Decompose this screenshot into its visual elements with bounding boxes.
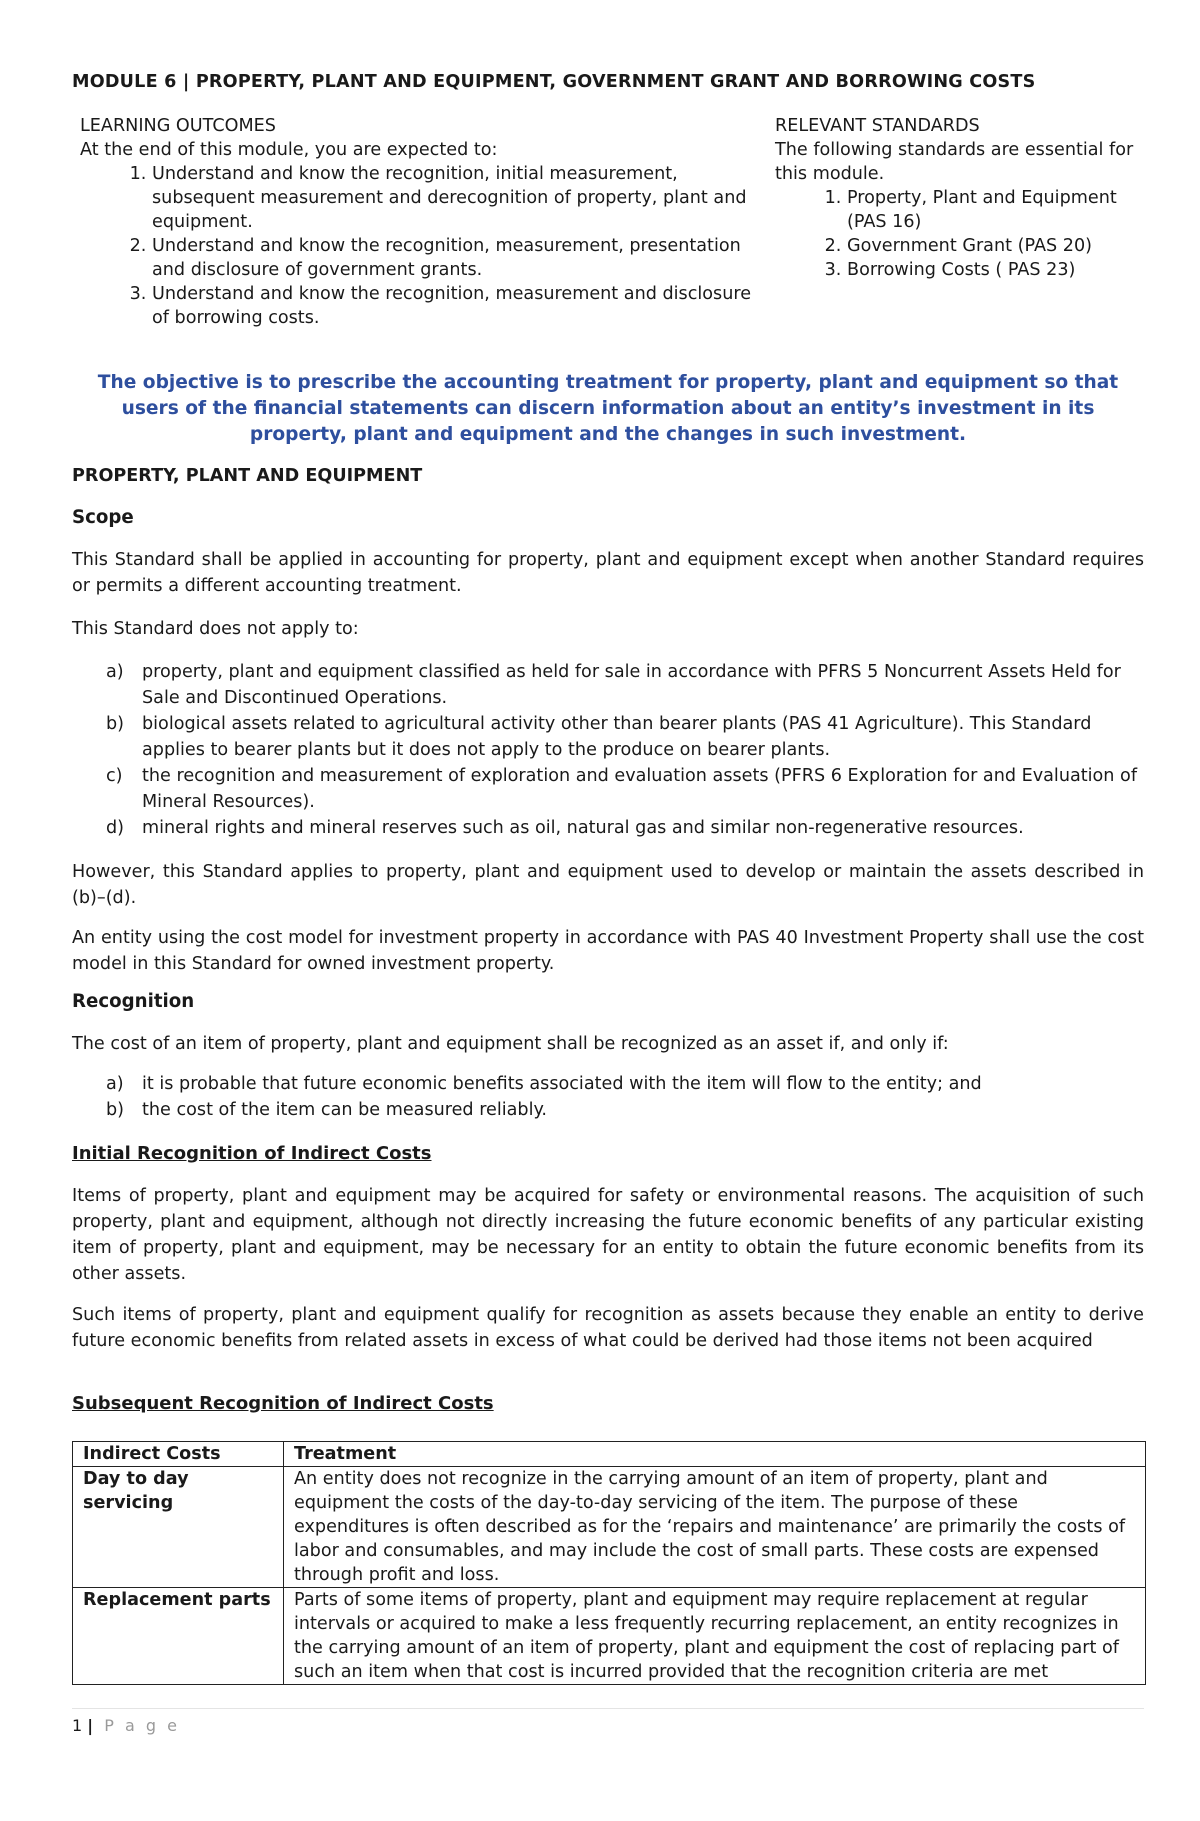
learning-outcomes-intro: At the end of this module, you are expected to: xyxy=(80,140,498,160)
standard-item: 1. Property, Plant and Equipment (PAS 16) xyxy=(847,186,1135,234)
initial-indirect-paragraph-2: Such items of property, plant and equipment qualify for recognition as assets because they enable an entity to derive future economic benefits from related assets in excess of what could be derived had those items not been acquired xyxy=(72,1305,1144,1351)
scope-paragraph-2: This Standard does not apply to: xyxy=(72,619,359,639)
page-footer xyxy=(72,1716,180,1735)
column-header: Treatment xyxy=(284,1442,1146,1467)
module-title: MODULE 6 | PROPERTY, PLANT AND EQUIPMENT, GOVERNMENT GRANT AND BORROWING COSTS xyxy=(72,72,1036,92)
scope-paragraph-3: However, this Standard applies to property, plant and equipment used to develop or maintain the assets described in (b)–(d). xyxy=(72,862,1144,908)
scope-exclusions-list xyxy=(72,659,1144,841)
outcome-item: 1. Understand and know the recognition, initial measurement, subsequent measurement and derecognition of property, plant and equipment. xyxy=(152,162,760,234)
recognition-criteria-list xyxy=(72,1071,1144,1123)
item-label: b) xyxy=(106,1100,125,1120)
table-row xyxy=(73,1588,1146,1685)
item-text: mineral rights and mineral reserves such as oil, natural gas and similar non-regenerative resources. xyxy=(142,818,1024,838)
footer-separator: | xyxy=(87,1716,94,1735)
scope-exclusion-item xyxy=(72,763,1144,815)
scope-exclusion-item xyxy=(72,815,1144,841)
scope-paragraph-1: This Standard shall be applied in accounting for property, plant and equipment except when another Standard requires or permits a different accounting treatment. xyxy=(72,550,1144,596)
item-label: b) xyxy=(106,714,125,734)
learning-outcomes xyxy=(80,114,760,330)
item-label: a) xyxy=(106,662,124,682)
item-text: biological assets related to agricultural activity other than bearer plants (PAS 41 Agriculture). This Standard applies to bearer plants but it does not apply to the produce on bearer plants. xyxy=(142,714,1092,760)
outcome-item: 3. Understand and know the recognition, measurement and disclosure of borrowing costs. xyxy=(152,282,760,330)
scope-heading: Scope xyxy=(72,507,134,528)
outcome-item: 2. Understand and know the recognition, measurement, presentation and disclosure of government grants. xyxy=(152,234,760,282)
item-text: the recognition and measurement of exploration and evaluation assets (PFRS 6 Exploration for and Evaluation of Mineral Resources). xyxy=(142,766,1138,812)
table-row xyxy=(73,1467,1146,1588)
item-label: a) xyxy=(106,1074,124,1094)
ppe-heading: PROPERTY, PLANT AND EQUIPMENT xyxy=(72,466,423,486)
initial-indirect-paragraph-1: Items of property, plant and equipment may be acquired for safety or environmental reasons. The acquisition of such property, plant and equipment, although not directly increasing the future economic benefits of any particular existing item of property, plant and equipment, may be necessary for an entity to obtain the future economic benefits from its other assets. xyxy=(72,1186,1144,1284)
initial-indirect-heading: Initial Recognition of Indirect Costs xyxy=(72,1143,432,1164)
indirect-costs-table xyxy=(72,1441,1146,1685)
recognition-paragraph: The cost of an item of property, plant and equipment shall be recognized as an asset if, and only if: xyxy=(72,1034,949,1054)
table-header-row xyxy=(73,1442,1146,1467)
treatment-cell: Parts of some items of property, plant and equipment may require replacement at regular intervals or acquired to make a less frequently recurring replacement, an entity recognizes in the carrying amount of an item of property, plant and equipment the cost of replacing part of such an item when that cost is incurred provided that the recognition criteria are met xyxy=(284,1588,1146,1685)
footer-divider xyxy=(72,1708,1144,1709)
page-number: 1 xyxy=(72,1716,83,1735)
scope-exclusion-item xyxy=(72,659,1144,711)
learning-outcomes-list xyxy=(80,162,760,330)
standard-item: 2. Government Grant (PAS 20) xyxy=(847,234,1135,258)
item-text: it is probable that future economic benefits associated with the item will flow to the entity; and xyxy=(142,1074,982,1094)
item-text: property, plant and equipment classified as held for sale in accordance with PFRS 5 Noncurrent Assets Held for Sale and Discontinued Operations. xyxy=(142,662,1121,708)
relevant-standards xyxy=(775,114,1135,282)
indirect-cost-cell: Replacement parts xyxy=(73,1588,284,1685)
standard-item: 3. Borrowing Costs ( PAS 23) xyxy=(847,258,1135,282)
relevant-standards-list xyxy=(775,186,1135,282)
objective-statement: The objective is to prescribe the accounting treatment for property, plant and equipment so that users of the financial statements can discern information about an entity’s investment in its property, plant and equipment and the changes in such investment. xyxy=(97,372,1119,445)
relevant-standards-intro: The following standards are essential for this module. xyxy=(775,140,1134,184)
column-header: Indirect Costs xyxy=(73,1442,284,1467)
relevant-standards-heading: RELEVANT STANDARDS xyxy=(775,116,980,136)
page-label: P a g e xyxy=(104,1716,180,1735)
scope-exclusion-item xyxy=(72,711,1144,763)
indirect-cost-cell: Day to day servicing xyxy=(73,1467,284,1588)
item-text: the cost of the item can be measured reliably. xyxy=(142,1100,547,1120)
learning-outcomes-heading: LEARNING OUTCOMES xyxy=(80,116,276,136)
item-label: d) xyxy=(106,818,125,838)
subsequent-indirect-heading: Subsequent Recognition of Indirect Costs xyxy=(72,1393,494,1414)
recognition-heading: Recognition xyxy=(72,991,195,1012)
recognition-criterion xyxy=(72,1071,1144,1097)
scope-paragraph-4: An entity using the cost model for investment property in accordance with PAS 40 Investment Property shall use the cost model in this Standard for owned investment property. xyxy=(72,928,1144,974)
treatment-cell: An entity does not recognize in the carrying amount of an item of property, plant and equipment the costs of the day-to-day servicing of the item. The purpose of these expenditures is often described as for the ‘repairs and maintenance’ are primarily the costs of labor and consumables, and may include the cost of small parts. These costs are expensed through profit and loss. xyxy=(284,1467,1146,1588)
recognition-criterion xyxy=(72,1097,1144,1123)
item-label: c) xyxy=(106,766,123,786)
